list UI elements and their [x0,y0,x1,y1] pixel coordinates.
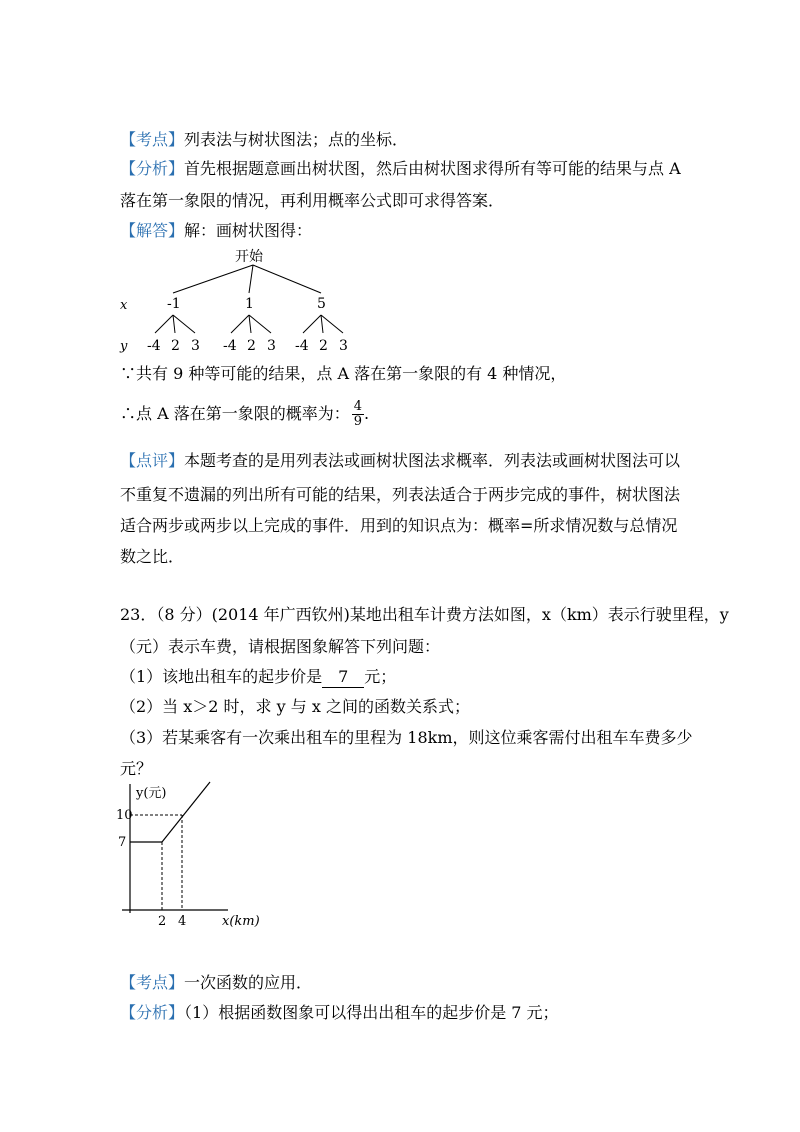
kaodian-tag-2: 【考点】 [120,973,185,992]
tree-level2-7: 2 [319,338,328,354]
y-axis-label: y(元) [136,786,167,801]
dianping-text-1: 本题考查的是用列表法或画树状图法求概率．列表法或画树状图法可以 [184,451,681,470]
q23-part1-text: （1）该地出租车的起步价是 [120,667,323,686]
fenxi-text-1: 首先根据题意画出树状图，然后由树状图求得所有等可能的结果与点 A [184,159,681,178]
fenxi-line-2 [120,1003,559,1023]
jieda-tag: 【解答】 [120,221,185,240]
q23-part1-answer: 7 [322,667,364,688]
q23-part1 [120,667,396,688]
tree-diagram [115,245,375,360]
tree-level2-5: 3 [267,338,276,354]
tree-level1-1: 1 [245,296,254,312]
tree-root: 开始 [235,249,263,265]
q23-part2: （2）当 x＞2 时，求 y 与 x 之间的函数关系式； [120,697,470,716]
x-axis-label: x(km) [222,914,260,928]
fenxi-line-1 [120,159,681,179]
dianping-tag: 【点评】 [120,451,185,470]
tree-level2-4: 2 [247,338,256,354]
y-tick-10: 10 [116,808,133,823]
y-tick-7: 7 [118,835,127,850]
kaodian-line-2 [120,973,312,993]
fenxi-tag: 【分析】 [120,159,185,178]
tree-level2-3: -4 [223,338,237,354]
q23-part1-unit: 元； [364,667,397,686]
fraction-period: . [364,404,370,423]
x-tick-2: 2 [158,914,167,928]
kaodian-tag: 【考点】 [120,130,185,149]
because-line: ∵共有 9 种等可能的结果，点 A 落在第一象限的有 4 种情况， [120,364,567,383]
dianping-text-3: 适合两步或两步以上完成的事件．用到的知识点为：概率=所求情况数与总情况 [120,516,678,535]
tree-level2-2: 3 [191,338,200,354]
fraction-denominator: 9 [353,414,363,429]
tree-x-label: x [120,298,128,313]
dianping-text-2: 不重复不遗漏的列出所有可能的结果，列表法适合于两步完成的事件，树状图法 [120,485,681,504]
q23-part3-line1: （3）若某乘客有一次乘出租车的里程为 18km，则这位乘客需付出租车车费多少 [120,728,693,747]
dianping-text-4: 数之比． [120,547,185,566]
kaodian-text-2: 一次函数的应用． [184,973,313,992]
x-tick-4: 4 [178,914,187,928]
q23-line-2: （元）表示车费，请根据图象解答下列问题： [120,637,441,656]
tree-y-label: y [120,339,128,354]
therefore-text: ∴点 A 落在第一象限的概率为： [120,404,350,423]
kaodian-text: 列表法与树状图法；点的坐标． [184,130,409,149]
tree-level2-0: -4 [147,338,161,354]
taxi-fare-graph [112,778,272,928]
fenxi-text-2: 落在第一象限的情况，再利用概率公式即可求得答案． [120,191,505,210]
kaodian-line-1 [120,130,408,150]
q23-line-1: 23．（8 分）(2014 年广西钦州)某地出租车计费方法如图，x（km）表示行驶里程，y [120,605,729,624]
tree-level2-6: -4 [295,338,309,354]
fenxi-text-3: （1）根据函数图象可以得出出租车的起步价是 7 元； [184,1003,559,1022]
jieda-text: 解：画树状图得： [184,221,313,240]
tree-level2-1: 2 [171,338,180,354]
fraction-numerator: 4 [353,399,363,414]
probability-fraction [352,400,364,429]
fenxi-tag-2: 【分析】 [120,1003,185,1022]
tree-level1-0: -1 [167,296,181,312]
tree-level1-2: 5 [317,296,326,312]
dianping-line-1 [120,451,680,471]
q23-part3-line2: 元？ [120,759,153,778]
tree-level2-8: 3 [339,338,348,354]
therefore-line [120,400,369,429]
jieda-line [120,221,312,241]
fare-segment-rising [162,782,210,842]
